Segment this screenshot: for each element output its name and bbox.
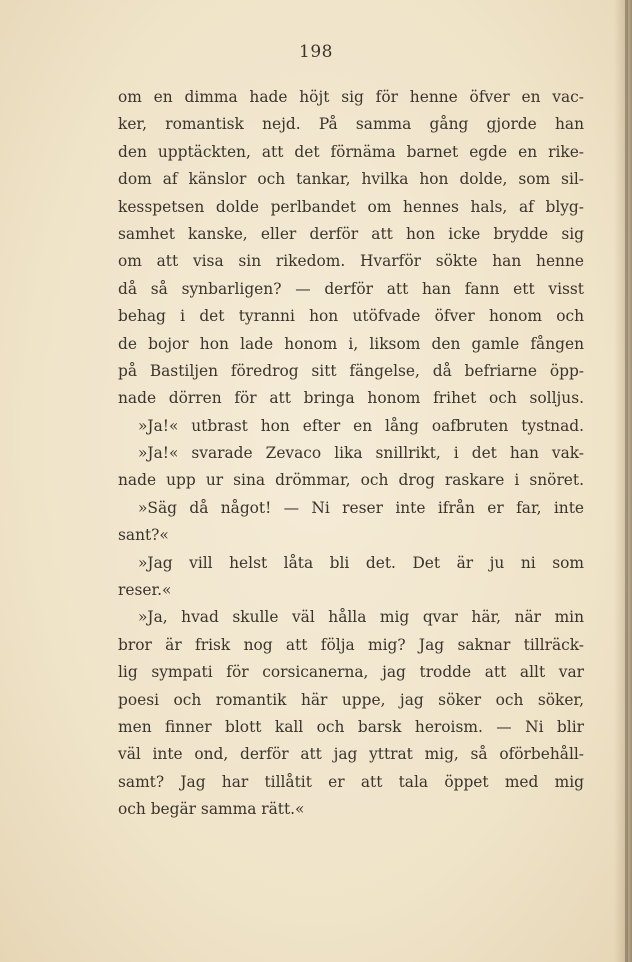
text-line: och begär samma rätt.« xyxy=(118,800,305,819)
text-line: om en dimma hade höjt sig för henne öfver en vac- xyxy=(118,88,584,106)
text-line: »Säg då något! — Ni reser inte ifrån er far, inte xyxy=(138,498,584,517)
text-line: men finner blott kall och barsk heroism. — Ni blir xyxy=(118,717,584,736)
text-line: väl inte ond, derför att jag yttrat mig, så oförbehåll- xyxy=(118,745,584,764)
text-line: på Bastiljen föredrog sitt fängelse, då befriarne öpp- xyxy=(118,361,584,380)
page-number: 198 xyxy=(299,42,333,62)
text-line: dom af känslor och tankar, hvilka hon dolde, som sil- xyxy=(118,170,584,189)
text-line: lig sympati för corsicanerna, jag trodde att allt var xyxy=(118,663,584,682)
page-edge-shadow xyxy=(614,0,632,962)
text-line: kesspetsen dolde perlbandet om hennes hals, af blyg- xyxy=(118,197,584,216)
text-line: de bojor hon lade honom i, liksom den gamle fången xyxy=(118,334,584,353)
text-line: den upptäckten, att det förnäma barnet egde en rike- xyxy=(118,142,584,161)
text-line: samt? Jag har tillåtit er att tala öppet med mig xyxy=(118,772,584,791)
text-line: nade dörren för att bringa honom frihet och solljus. xyxy=(118,389,584,408)
text-line: »Ja!« utbrast hon efter en lång oafbruten tystnad. xyxy=(138,416,584,435)
text-line: »Jag vill helst låta bli det. Det är ju ni som xyxy=(138,553,584,572)
text-line: samhet kanske, eller derför att hon icke brydde sig xyxy=(118,224,584,243)
text-line: ker, romantisk nejd. På samma gång gjorde han xyxy=(118,115,584,134)
text-line: om att visa sin rikedom. Hvarför sökte han henne xyxy=(118,252,584,271)
text-line: reser.« xyxy=(118,581,172,600)
text-line: sant?« xyxy=(118,526,169,545)
text-line: då så synbarligen? — derför att han fann ett visst xyxy=(118,279,584,298)
text-line: »Ja!« svarade Zevaco lika snillrikt, i det han vak- xyxy=(138,444,584,463)
body-text xyxy=(118,84,584,824)
text-line: »Ja, hvad skulle väl hålla mig qvar här, när min xyxy=(138,608,584,627)
text-line: nade upp ur sina drömmar, och drog raskare i snöret. xyxy=(118,471,584,490)
page-edge-line xyxy=(625,0,628,962)
text-line: poesi och romantik här uppe, jag söker och söker, xyxy=(118,690,584,709)
text-line: behag i det tyranni hon utöfvade öfver honom och xyxy=(118,307,584,326)
text-line: bror är frisk nog att följa mig? Jag saknar tillräck- xyxy=(118,635,584,654)
